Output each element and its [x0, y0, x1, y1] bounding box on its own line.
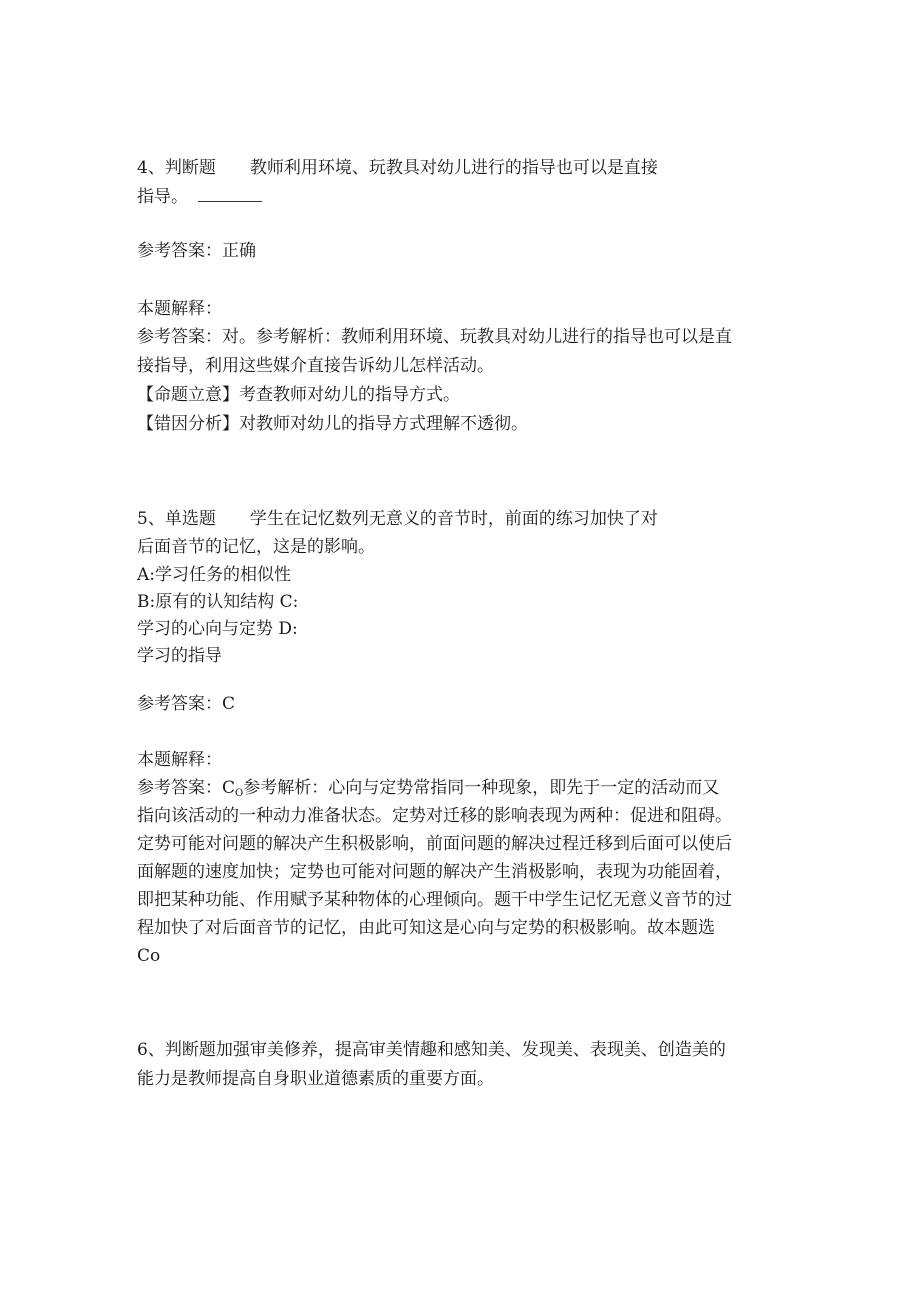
q4-explain-line4: 【错因分析】对教师对幼儿的指导方式理解不透彻。 — [137, 414, 528, 434]
q4-explain-line2: 接指导，利用这些媒介直接告诉幼儿怎样活动。 — [137, 356, 494, 376]
q4-explain-line3: 【命题立意】考查教师对幼儿的指导方式。 — [137, 385, 460, 405]
q4-stem-line1: 4、判断题 教师利用环境、玩教具对幼儿进行的指导也可以是直接 — [137, 158, 658, 178]
q5-explain-rest: 参考解析：心向与定势常指同一种现象，即先于一定的活动而又 — [243, 778, 720, 798]
q5-explain-line1 — [137, 777, 719, 805]
q4-answer: 参考答案：正确 — [137, 241, 256, 261]
q5-explain-heading: 本题解释： — [137, 750, 222, 770]
q5-option-a: A:学习任务的相似性 — [137, 565, 292, 585]
q5-explain-line5: 即把某种功能、作用赋予某种物体的心理倾向。题干中学生记忆无意义音节的过 — [137, 890, 732, 910]
answer-blank — [198, 187, 262, 202]
q5-explain-line3: 定势可能对问题的解决产生积极影响，前面问题的解决过程迁移到后面可以使后 — [137, 834, 732, 854]
q4-explain-line1: 参考答案：对。参考解析：教师利用环境、玩教具对幼儿进行的指导也可以是直 — [137, 327, 732, 347]
q5-stem-line1: 5、单选题 学生在记忆数列无意义的音节时，前面的练习加快了对 — [137, 509, 658, 529]
q5-explain-line7: Co — [137, 946, 161, 966]
q5-explain-subscript: O — [235, 788, 244, 799]
q5-stem-line2: 后面音节的记忆，这是的影响。 — [137, 537, 375, 557]
q5-answer: 参考答案：C — [137, 694, 236, 714]
q5-explain-line6: 程加快了对后面音节的记忆，由此可知这是心向与定势的积极影响。故本题选 — [137, 918, 715, 938]
q5-option-c: 学习的心向与定势 D: — [137, 619, 298, 639]
q4-explain-heading: 本题解释： — [137, 299, 222, 319]
q6-stem-line2: 能力是教师提高自身职业道德素质的重要方面。 — [137, 1069, 494, 1089]
q5-explain-line4: 面解题的速度加快；定势也可能对问题的解决产生消极影响，表现为功能固着， — [137, 862, 732, 882]
q5-option-b: B:原有的认知结构 C: — [137, 592, 299, 612]
q4-stem-line2 — [137, 186, 262, 208]
q5-explain-line2: 指向该活动的一种动力准备状态。定势对迁移的影响表现为两种：促进和阻碍。 — [137, 806, 732, 826]
q4-stem-text: 指导。 — [137, 187, 188, 207]
q6-stem-line1: 6、判断题加强审美修养，提高审美情趣和感知美、发现美、表现美、创造美的 — [137, 1040, 726, 1060]
q5-explain-prefix: 参考答案：C — [137, 778, 236, 798]
q5-option-d: 学习的指导 — [137, 646, 222, 666]
